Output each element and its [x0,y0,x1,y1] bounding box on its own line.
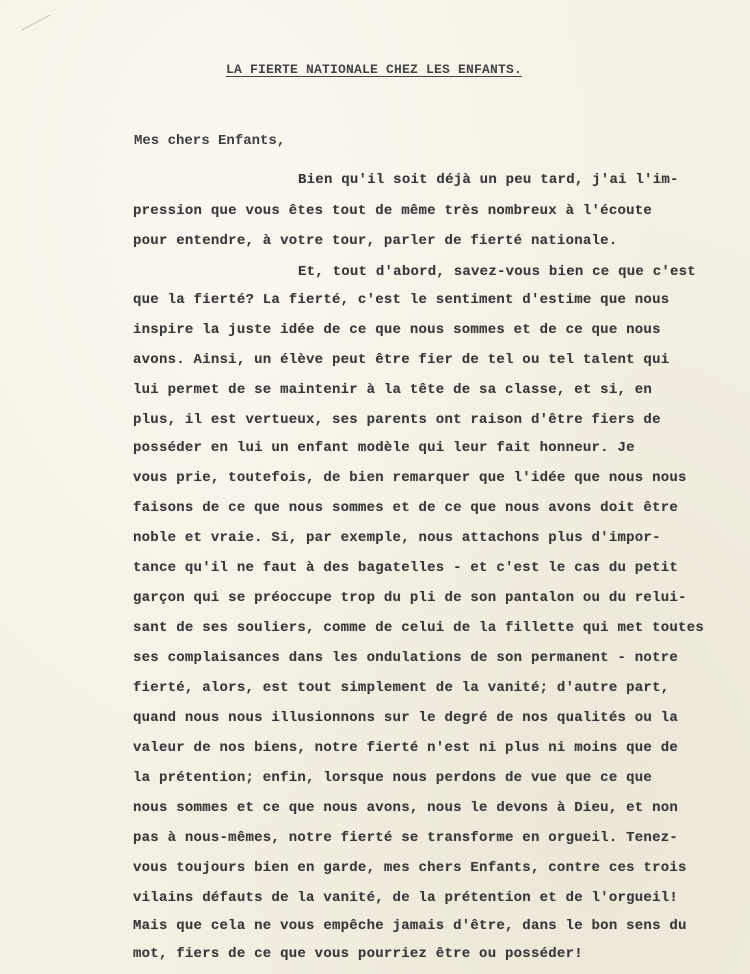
text-line: garçon qui se préoccupe trop du pli de son pantalon ou du relui- [133,590,687,606]
text-line: Mais que cela ne vous empêche jamais d'être, dans le bon sens du [133,918,687,934]
text-line: faisons de ce que nous sommes et de ce que nous avons doit être [133,500,679,516]
text-line: Et, tout d'abord, savez-vous bien ce que c'est [298,264,696,280]
text-line: posséder en lui un enfant modèle qui leur fait honneur. Je [133,440,635,456]
text-line: que la fierté? La fierté, c'est le sentiment d'estime que nous [133,292,670,308]
text-line: sant de ses souliers, comme de celui de la fillette qui met toutes [133,620,704,636]
text-line: pas à nous-mêmes, notre fierté se transforme en orgueil. Tenez- [133,830,679,846]
text-line: tance qu'il ne faut à des bagatelles - et c'est le cas du petit [133,560,679,576]
text-line: vilains défauts de la vanité, de la prétention et de l'orgueil! [133,890,679,906]
text-line: la prétention; enfin, lorsque nous perdons de vue que ce que [133,770,653,786]
text-line: ses complaisances dans les ondulations de son permanent - notre [133,650,679,666]
pencil-mark [22,15,51,31]
text-line: vous toujours bien en garde, mes chers Enfants, contre ces trois [133,860,687,876]
text-line: avons. Ainsi, un élève peut être fier de tel ou tel talent qui [133,352,670,368]
text-line: pour entendre, à votre tour, parler de fierté nationale. [133,233,618,249]
text-line: inspire la juste idée de ce que nous sommes et de ce que nous [133,322,661,338]
salutation: Mes chers Enfants, [134,133,286,149]
text-line: valeur de nos biens, notre fierté n'est ni plus ni moins que de [133,740,679,756]
document-title: LA FIERTE NATIONALE CHEZ LES ENFANTS. [226,62,523,77]
text-line: noble et vraie. Si, par exemple, nous attachons plus d'impor- [133,530,661,546]
text-line: pression que vous êtes tout de même très nombreux à l'écoute [133,203,653,219]
text-line: nous sommes et ce que nous avons, nous le devons à Dieu, et non [133,800,679,816]
text-line: fierté, alors, est tout simplement de la vanité; d'autre part, [133,680,670,696]
text-line: quand nous nous illusionnons sur le degré de nos qualités ou la [133,710,679,726]
text-line: plus, il est vertueux, ses parents ont raison d'être fiers de [133,412,661,428]
text-line: Bien qu'il soit déjà un peu tard, j'ai l'im- [298,172,679,188]
text-line: mot, fiers de ce que vous pourriez être ou posséder! [133,946,583,962]
text-line: vous prie, toutefois, de bien remarquer que l'idée que nous nous [133,470,687,486]
text-line: lui permet de se maintenir à la tête de sa classe, et si, en [133,382,653,398]
